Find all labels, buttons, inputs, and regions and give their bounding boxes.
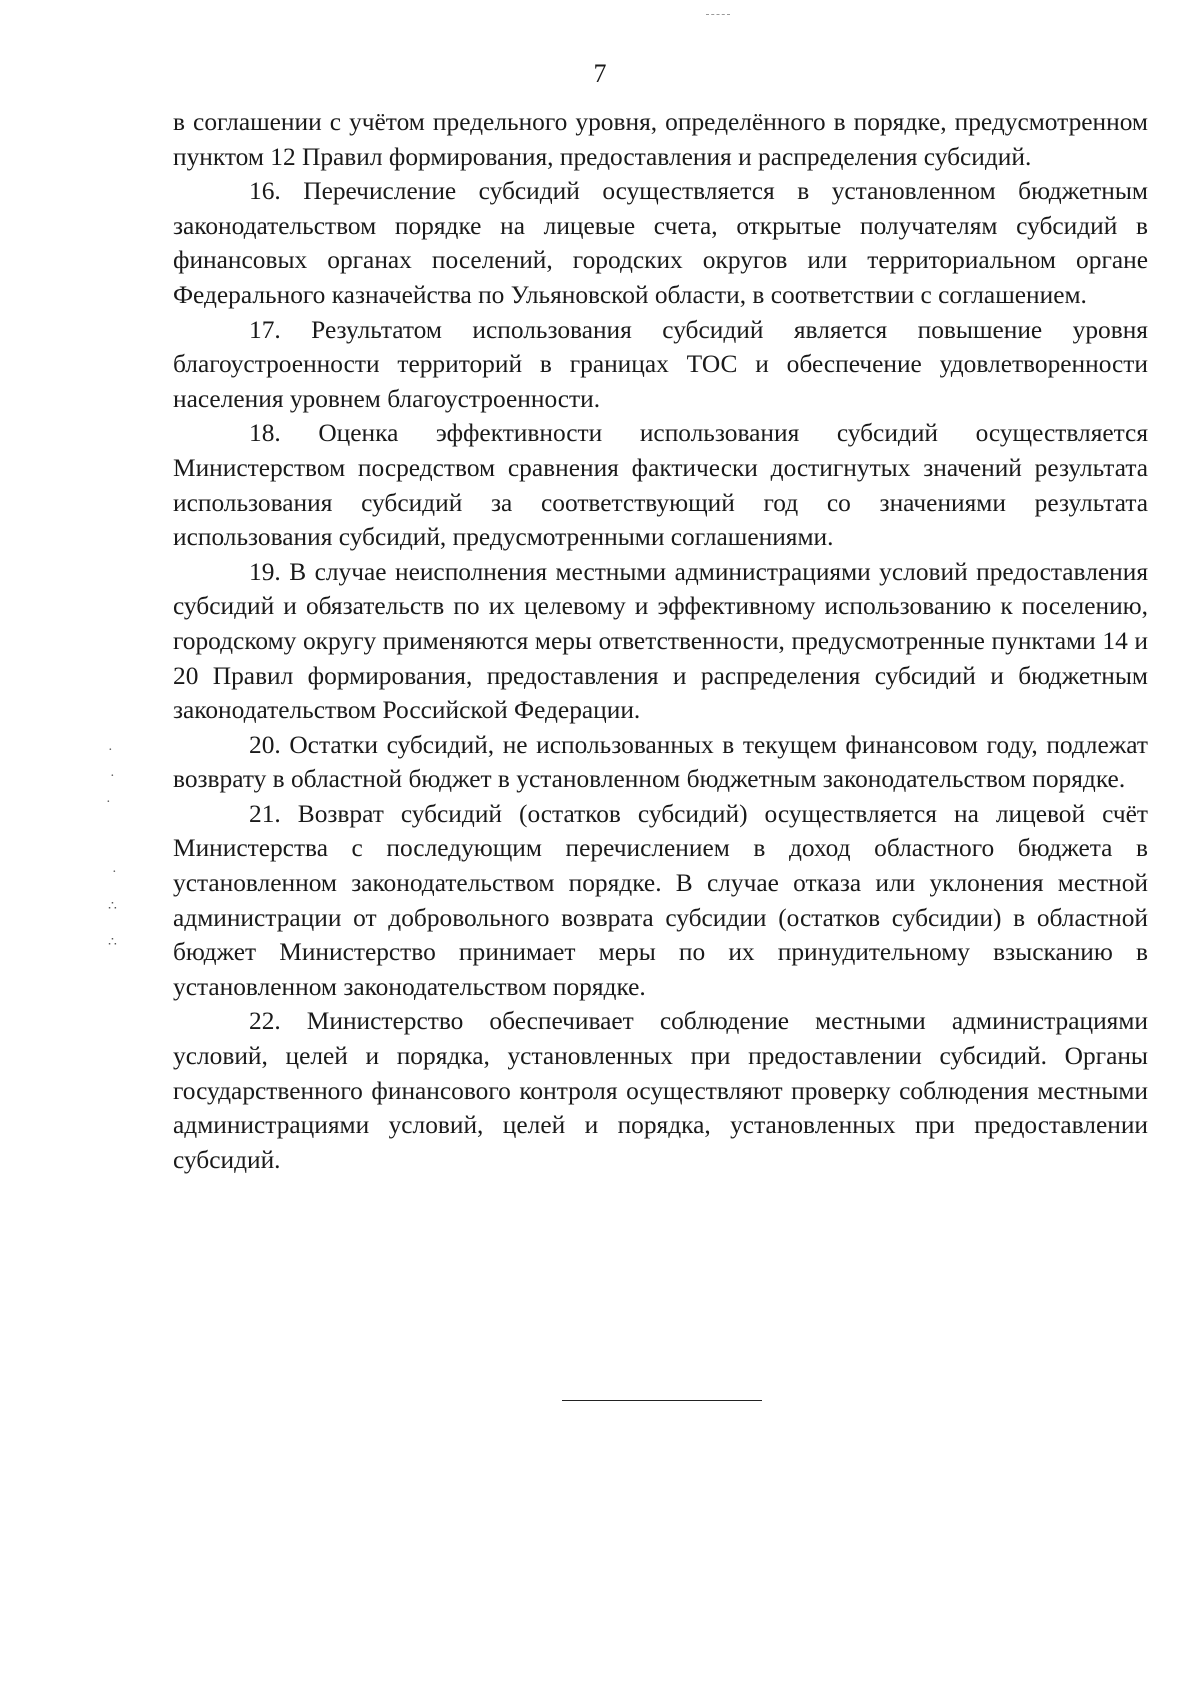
paragraph-item-17: 17. Результатом использования субсидий является повышение уровня благоустроенности территорий в границах ТОС и обеспечение удовлетворенности населения уровнем благоустроенности. — [173, 315, 1148, 413]
page-number: 7 — [593, 59, 607, 88]
scan-speck: ∴ — [108, 935, 117, 950]
scan-speck: · — [108, 743, 113, 758]
paragraph-item-16: 16. Перечисление субсидий осуществляется в установленном бюджетным законодательством порядке на лицевые счета, открытые получателям субсидий в финансовых органах поселений, городских округов или территориальном органе Федерального казначейства по Ульяновской области, в соответствии с соглашением. — [173, 177, 1148, 309]
paragraph-item-18: 18. Оценка эффективности использования субсидий осуществляется Министерством посредством сравнения фактически достигнутых значений результата использования субсидий за соответствующий год со значениями результата использования субсидий, предусмотренными соглашениями. — [173, 419, 1148, 552]
paragraph-continuation: в соглашении с учётом предельного уровня, определённого в порядке, предусмотренном пунктом 12 Правил формирования, предоставления и распределения субсидий. — [173, 108, 1148, 171]
paragraph-item-22: 22. Министерство обеспечивает соблюдение местными администрациями условий, целей и порядка, установленных при предоставлении субсидий. Органы государственного финансового контроля осуществляют проверку соблюдения местными администрациями условий, целей и порядка, установленных при предоставлении субсидий. — [173, 1007, 1148, 1174]
scan-artifact — [706, 14, 730, 15]
scan-speck: · — [106, 795, 111, 810]
scan-speck: ∴ — [108, 899, 117, 914]
paragraph-item-19: 19. В случае неисполнения местными администрациями условий предоставления субсидий и обязательств по их целевому и эффективному использованию к поселению, городскому округу применяются меры ответственности, предусмотренные пунктами 14 и 20 Правил формирования, предоставления и распределения субсидий и бюджетным законодательством Российской Федерации. — [173, 557, 1148, 725]
scan-speck: · — [112, 865, 117, 880]
paragraph-item-20: 20. Остатки субсидий, не использованных в текущем финансовом году, подлежат возврату в областной бюджет в установленном бюджетным законодательством порядке. — [173, 730, 1148, 794]
paragraph-item-21: 21. Возврат субсидий (остатков субсидий) осуществляется на лицевой счёт Министерства с последующим перечислением в доход областного бюджета в установленном законодательством порядке. В случае отказа или уклонения местной администрации от добровольного возврата субсидии (остатков субсидии) в областной бюджет Министерство принимает меры по их принудительному взысканию в установленном законодательством порядке. — [173, 799, 1148, 1001]
end-of-document-rule — [562, 1400, 762, 1401]
scan-speck: · — [110, 769, 115, 784]
document-body — [173, 105, 1148, 1177]
